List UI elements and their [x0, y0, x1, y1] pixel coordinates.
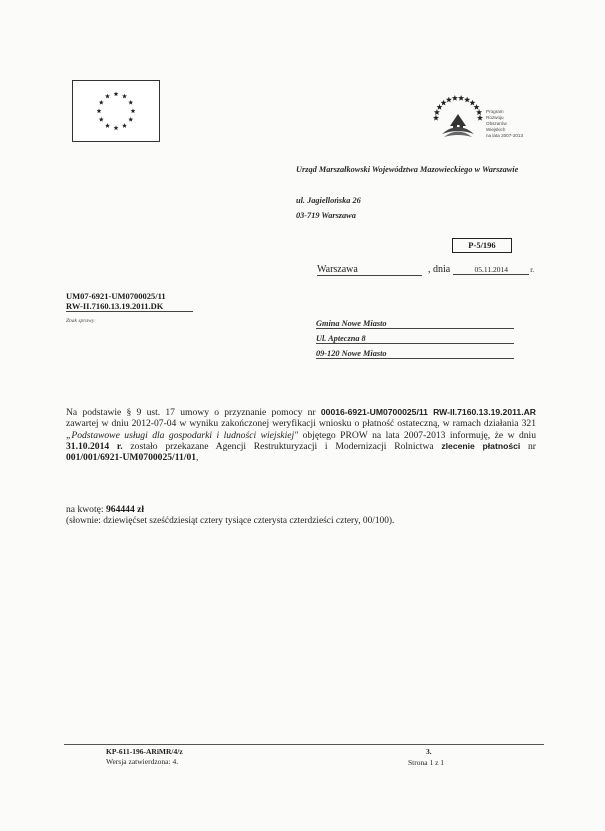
office-city: 03-719 Warszawa	[296, 211, 356, 220]
prow-star	[476, 109, 482, 115]
eu-star	[122, 123, 127, 128]
document-number-box: P-5/196	[452, 238, 512, 253]
eu-star	[114, 91, 119, 96]
amount-in-words: (słownie: dziewięćset sześćdziesiąt cztery tysiące czterysta czterdzieści cztery, 00/100).	[66, 516, 395, 526]
recipient-street: Ul. Apteczna 8	[316, 334, 514, 344]
eu-star	[114, 125, 119, 130]
place-date-line	[317, 264, 534, 276]
case-reference	[66, 291, 193, 312]
prow-star	[433, 115, 439, 121]
recipient-city: 09-120 Nowe Miasto	[316, 349, 514, 359]
transfer-date: 31.10.2014 r.	[66, 440, 123, 452]
eu-star	[122, 94, 127, 99]
contract-number: 00016-6921-UM0700025/11 RW-II.7160.13.19.2011.AR	[320, 407, 536, 417]
prow-logo-text: Program Rozwoju Obszarów Wiejskich na lata 2007-2013	[486, 109, 524, 138]
measure-name: „Podstawowe usługi dla gospodarki i ludności wiejskiej"	[66, 429, 299, 441]
place-name: Warszawa	[317, 264, 422, 276]
eu-star	[99, 117, 104, 122]
amount-label: na kwotę:	[66, 504, 106, 515]
page-number: 3.	[426, 747, 432, 756]
payment-order-number: 001/001/6921-UM0700025/11/01	[66, 452, 197, 464]
prow-stars-house-icon	[432, 90, 484, 142]
prow-star	[469, 100, 475, 106]
eu-star	[105, 94, 110, 99]
prow-star	[464, 97, 470, 103]
prow-star	[473, 104, 479, 110]
prow-star	[446, 97, 452, 103]
case-reference-label: Znak sprawy	[66, 318, 95, 324]
form-code: KP-611-196-ARiMR/4/z	[106, 747, 183, 756]
date-suffix: r.	[530, 265, 535, 274]
amount-value: 964444 zł	[105, 504, 145, 515]
eu-star	[131, 108, 136, 113]
eu-star	[105, 123, 110, 128]
prow-star	[458, 95, 464, 101]
eu-flag-logo	[72, 80, 160, 142]
eu-star	[99, 100, 104, 105]
prow-logo	[432, 90, 484, 142]
eu-star	[128, 100, 133, 105]
office-name: Urząd Marszałkowski Województwa Mazowieckiego w Warszawie	[296, 165, 519, 174]
case-reference-line1: UM07-6921-UM0700025/11	[66, 291, 166, 301]
footer-divider	[64, 744, 544, 745]
form-version: Wersja zatwierdzona: 4.	[106, 757, 179, 766]
page-count: Strona 1 z 1	[408, 758, 445, 767]
body-paragraph: Na podstawie § 9 ust. 17 umowy o przyznanie pomocy nr 00016-6921-UM0700025/11 RW-II.7160.13.19.2011.AR zawartej w dniu 2012-07-04 w wyniku zakończonej weryfikacji wniosku o płatność ostateczną, w ramach działania 321 „Podstawowe usługi dla gospodarki i ludności wiejskiej" objętego PROW na lata 2007-2013 informuję, że w dniu 31.10.2014 r. zostało przekazane Agencji Restrukturyzacji i Modernizacji Rolnictwa zlecenie płatności nr 001/001/6921-UM0700025/11/01,	[66, 407, 536, 464]
recipient-name: Gmina Nowe Miasto	[316, 319, 514, 329]
prow-star	[441, 100, 447, 106]
case-reference-line2: RW-II.7160.13.19.2011.DK	[66, 301, 193, 312]
amount-line	[66, 504, 144, 515]
prow-star	[434, 109, 440, 115]
date-label: , dnia	[428, 264, 451, 275]
document-date: 05.11.2014	[453, 265, 529, 275]
prow-star	[452, 95, 458, 101]
prow-star	[436, 104, 442, 110]
office-street: ul. Jagiellońska 26	[296, 196, 361, 205]
eu-star	[128, 117, 133, 122]
payment-order-label: zlecenie płatności	[441, 440, 521, 451]
eu-star	[97, 108, 102, 113]
eu-stars-icon	[73, 81, 159, 141]
prow-star	[477, 115, 483, 121]
